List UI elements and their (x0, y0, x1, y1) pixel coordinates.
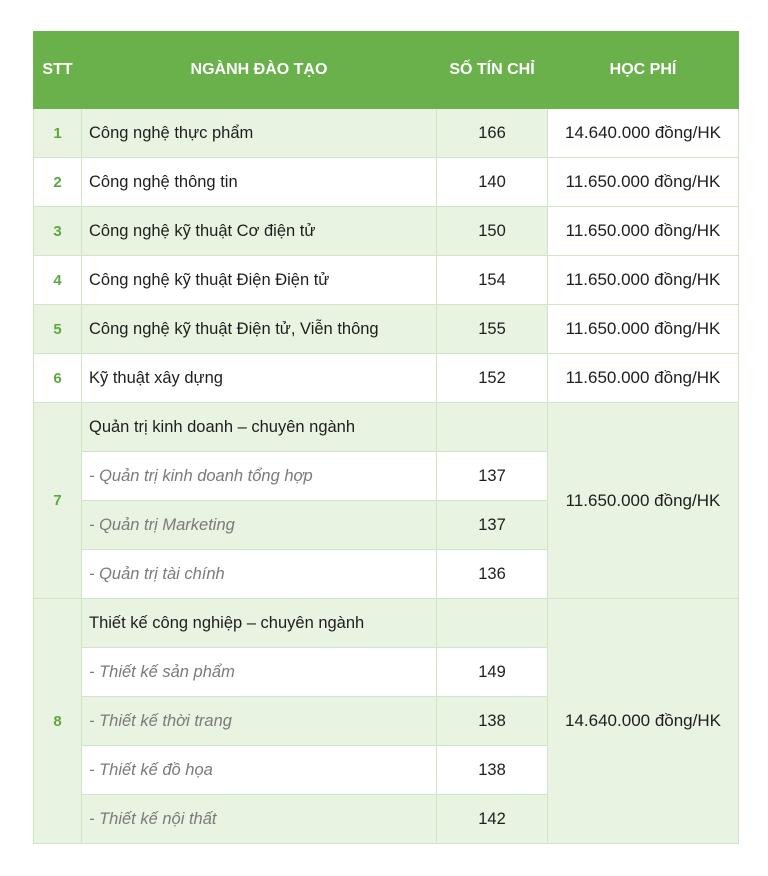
header-tuition: HỌC PHÍ (548, 32, 739, 109)
row-program: Công nghệ kỹ thuật Điện tử, Viễn thông (82, 305, 437, 354)
row-stt: 5 (34, 305, 82, 354)
sub-program: - Thiết kế sản phẩm (82, 648, 437, 697)
row-stt: 1 (34, 109, 82, 158)
row-program: Công nghệ thực phẩm (82, 109, 437, 158)
sub-credits: 137 (437, 501, 548, 550)
row-credits: 150 (437, 207, 548, 256)
sub-program: - Thiết kế nội thất (82, 795, 437, 844)
row-tuition: 14.640.000 đồng/HK (548, 109, 739, 158)
group-program: Quản trị kinh doanh – chuyên ngành (82, 403, 437, 452)
group-header-row (34, 599, 739, 648)
sub-credits: 142 (437, 795, 548, 844)
row-stt: 3 (34, 207, 82, 256)
row-program: Kỹ thuật xây dựng (82, 354, 437, 403)
group-tuition: 14.640.000 đồng/HK (548, 599, 739, 844)
header-credits: SỐ TÍN CHỈ (437, 32, 548, 109)
sub-program: - Quản trị tài chính (82, 550, 437, 599)
table-row (34, 109, 739, 158)
row-program: Công nghệ kỹ thuật Cơ điện tử (82, 207, 437, 256)
table-row (34, 354, 739, 403)
table-row (34, 305, 739, 354)
header-stt: STT (34, 32, 82, 109)
sub-program: - Quản trị kinh doanh tổng hợp (82, 452, 437, 501)
group-program: Thiết kế công nghiệp – chuyên ngành (82, 599, 437, 648)
row-credits: 155 (437, 305, 548, 354)
row-credits: 154 (437, 256, 548, 305)
row-tuition: 11.650.000 đồng/HK (548, 305, 739, 354)
sub-credits: 138 (437, 697, 548, 746)
row-tuition: 11.650.000 đồng/HK (548, 158, 739, 207)
group-credits-empty (437, 403, 548, 452)
table-row (34, 158, 739, 207)
sub-credits: 136 (437, 550, 548, 599)
sub-credits: 137 (437, 452, 548, 501)
sub-program: - Quản trị Marketing (82, 501, 437, 550)
tuition-table (33, 31, 739, 844)
row-program: Công nghệ thông tin (82, 158, 437, 207)
row-credits: 152 (437, 354, 548, 403)
sub-program: - Thiết kế đồ họa (82, 746, 437, 795)
row-program: Công nghệ kỹ thuật Điện Điện tử (82, 256, 437, 305)
group-stt: 7 (34, 403, 82, 599)
row-credits: 166 (437, 109, 548, 158)
group-credits-empty (437, 599, 548, 648)
table-row (34, 256, 739, 305)
sub-program: - Thiết kế thời trang (82, 697, 437, 746)
table-row (34, 207, 739, 256)
row-credits: 140 (437, 158, 548, 207)
group-tuition: 11.650.000 đồng/HK (548, 403, 739, 599)
row-stt: 4 (34, 256, 82, 305)
row-stt: 6 (34, 354, 82, 403)
row-tuition: 11.650.000 đồng/HK (548, 354, 739, 403)
group-header-row (34, 403, 739, 452)
group-stt: 8 (34, 599, 82, 844)
row-tuition: 11.650.000 đồng/HK (548, 256, 739, 305)
sub-credits: 149 (437, 648, 548, 697)
sub-credits: 138 (437, 746, 548, 795)
row-stt: 2 (34, 158, 82, 207)
row-tuition: 11.650.000 đồng/HK (548, 207, 739, 256)
header-row (34, 32, 739, 109)
header-program: NGÀNH ĐÀO TẠO (82, 32, 437, 109)
